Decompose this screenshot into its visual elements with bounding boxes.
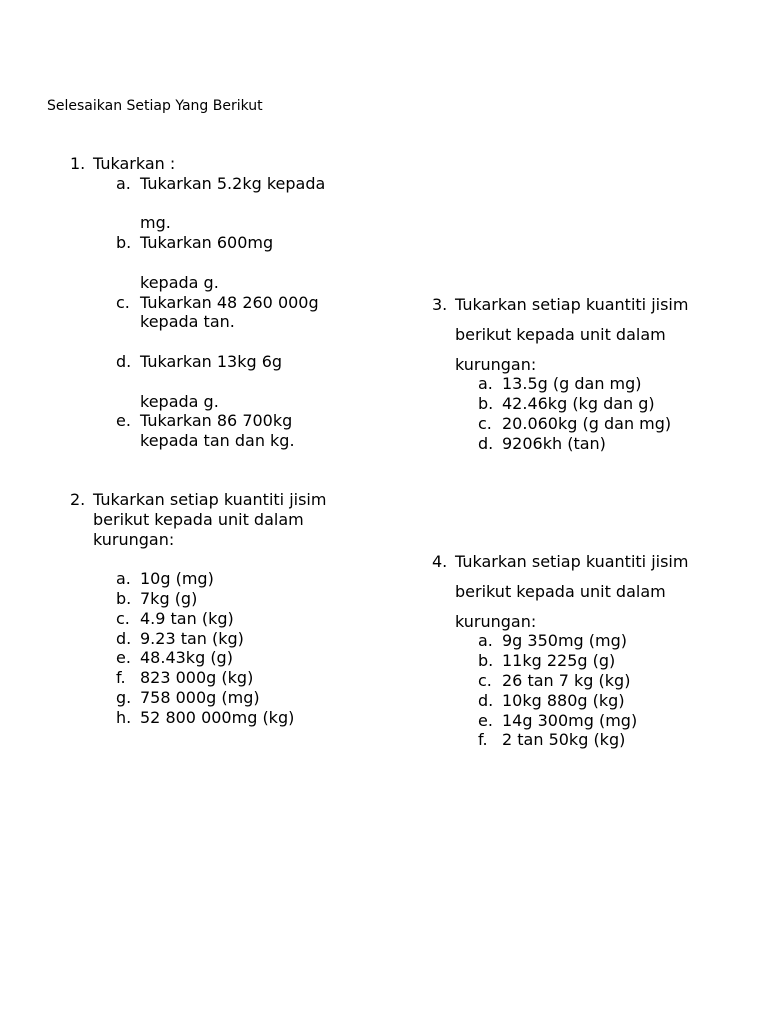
item-label: d. [478, 690, 494, 710]
question-number: 2. [70, 490, 86, 509]
item-text: 52 800 000mg (kg) [140, 707, 295, 727]
item-label: c. [478, 670, 492, 690]
question-text-line2: berikut kepada unit dalam [455, 324, 666, 344]
list-item [70, 352, 370, 372]
item-label: c. [116, 292, 130, 312]
item-label: e. [116, 411, 131, 431]
item-text: 4.9 tan (kg) [140, 608, 234, 628]
list-item [70, 411, 370, 431]
item-text-continued: kepada tan. [140, 312, 235, 332]
item-text-continued: kepada tan dan kg. [140, 431, 295, 451]
question-text-line3: kurungan: [455, 611, 537, 631]
item-label: a. [116, 173, 131, 193]
question-2 [70, 490, 370, 728]
item-text: Tukarkan 5.2kg kepada [140, 173, 326, 193]
item-label: h. [116, 707, 132, 727]
question-3 [432, 295, 752, 454]
list-item [70, 569, 370, 589]
item-label: a. [116, 569, 131, 589]
list-item [432, 730, 752, 750]
item-label: b. [116, 233, 132, 253]
item-text: 823 000g (kg) [140, 668, 254, 688]
item-label: e. [478, 710, 493, 730]
list-item [432, 671, 752, 691]
item-label: b. [116, 588, 132, 608]
list-item [70, 629, 370, 649]
list-item [432, 651, 752, 671]
list-item [432, 631, 752, 651]
item-label: a. [478, 374, 493, 394]
item-text: 9g 350mg (mg) [502, 631, 628, 651]
item-label: e. [116, 648, 131, 668]
item-label: c. [116, 608, 130, 628]
item-text-continued: kepada g. [140, 272, 219, 292]
list-item [432, 434, 752, 454]
item-label: b. [478, 394, 494, 414]
list-item [70, 708, 370, 728]
list-item [432, 711, 752, 731]
list-item [70, 668, 370, 688]
item-label: a. [478, 631, 493, 651]
item-label: b. [478, 651, 494, 671]
list-item [70, 233, 370, 253]
list-item [70, 609, 370, 629]
item-text: 14g 300mg (mg) [502, 710, 638, 730]
item-text: 26 tan 7 kg (kg) [502, 670, 631, 690]
item-text-continued: kepada g. [140, 391, 219, 411]
item-text: 7kg (g) [140, 588, 198, 608]
list-item [432, 414, 752, 434]
list-item [70, 688, 370, 708]
item-text: 11kg 225g (g) [502, 651, 616, 671]
question-number: 4. [432, 552, 448, 571]
item-label: f. [478, 730, 488, 750]
question-4 [432, 552, 752, 750]
list-item [432, 394, 752, 414]
item-text: 758 000g (mg) [140, 687, 260, 707]
list-item [70, 648, 370, 668]
item-text: Tukarkan 86 700kg [140, 411, 293, 431]
list-item [432, 374, 752, 394]
worksheet-heading: Selesaikan Setiap Yang Berikut [47, 98, 263, 114]
item-text: 9.23 tan (kg) [140, 628, 244, 648]
item-label: d. [478, 433, 494, 453]
question-text-line1: Tukarkan setiap kuantiti jisim [93, 490, 327, 509]
item-label: d. [116, 628, 132, 648]
item-text-continued: mg. [140, 213, 171, 233]
question-number: 3. [432, 295, 448, 314]
question-text-line3: kurungan: [455, 354, 537, 374]
question-number: 1. [70, 154, 86, 173]
list-item [70, 589, 370, 609]
item-text: Tukarkan 48 260 000g [140, 292, 319, 312]
question-text: Tukarkan : [93, 154, 176, 173]
question-text-line2: berikut kepada unit dalam [93, 509, 304, 529]
question-text-line2: berikut kepada unit dalam [455, 581, 666, 601]
item-text: 9206kh (tan) [502, 433, 606, 453]
item-text: 2 tan 50kg (kg) [502, 730, 626, 750]
item-text: 48.43kg (g) [140, 648, 233, 668]
question-text-line3: kurungan: [93, 529, 175, 549]
item-text: 13.5g (g dan mg) [502, 374, 642, 394]
item-text: 20.060kg (g dan mg) [502, 413, 672, 433]
question-text-line1: Tukarkan setiap kuantiti jisim [455, 552, 689, 571]
question-text-line1: Tukarkan setiap kuantiti jisim [455, 295, 689, 314]
list-item [70, 174, 370, 194]
question-1 [70, 154, 370, 451]
item-label: f. [116, 668, 126, 688]
item-label: c. [478, 413, 492, 433]
item-text: 10g (mg) [140, 569, 214, 589]
item-text: Tukarkan 600mg [140, 233, 274, 253]
item-label: d. [116, 351, 132, 371]
item-label: g. [116, 687, 132, 707]
list-item [432, 691, 752, 711]
item-text: Tukarkan 13kg 6g [140, 351, 283, 371]
item-text: 10kg 880g (kg) [502, 690, 625, 710]
item-text: 42.46kg (kg dan g) [502, 394, 655, 414]
list-item [70, 293, 370, 313]
